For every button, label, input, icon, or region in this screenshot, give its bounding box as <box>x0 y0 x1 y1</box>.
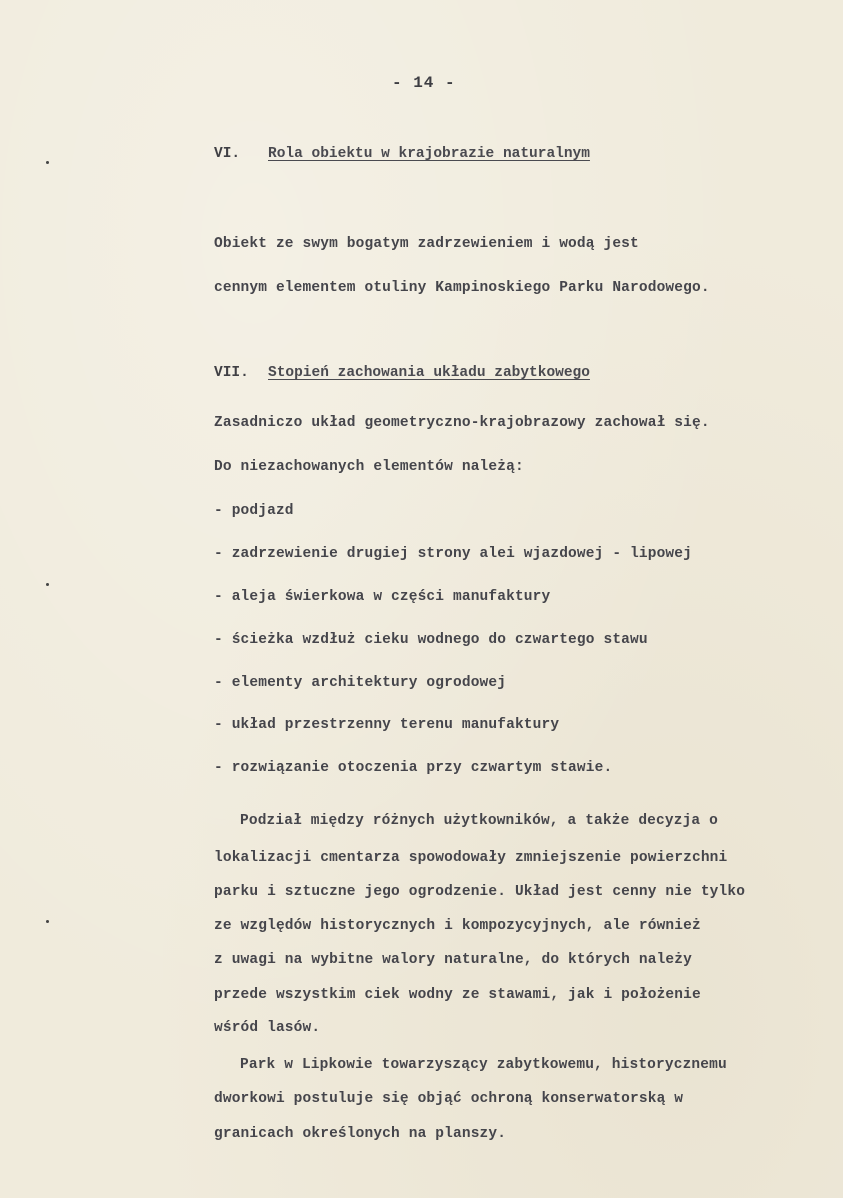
paragraph-line: Podział między różnych użytkowników, a także decyzja o <box>240 813 718 829</box>
section-vi-number: VI. <box>214 146 241 162</box>
section-vii-line: Do niezachowanych elementów należą: <box>214 459 524 475</box>
list-item: - rozwiązanie otoczenia przy czwartym stawie. <box>214 760 613 776</box>
section-vii-number: VII. <box>214 365 249 381</box>
section-vii-title: Stopień zachowania układu zabytkowego <box>268 365 590 381</box>
section-vi-line: Obiekt ze swym bogatym zadrzewieniem i wodą jest <box>214 236 639 252</box>
list-item: - podjazd <box>214 503 294 519</box>
paragraph-line: parku i sztuczne jego ogrodzenie. Układ jest cenny nie tylko <box>214 884 746 900</box>
page-number: - 14 - <box>392 74 456 92</box>
margin-mark <box>46 583 49 586</box>
paragraph-line: granicach określonych na planszy. <box>214 1126 507 1142</box>
paragraph-line: z uwagi na wybitne walory naturalne, do których należy <box>214 952 692 968</box>
paragraph-line: Park w Lipkowie towarzyszący zabytkowemu, historycznemu <box>240 1057 727 1073</box>
section-vi-title: Rola obiektu w krajobrazie naturalnym <box>268 146 590 162</box>
list-item: - układ przestrzenny terenu manufaktury <box>214 717 560 733</box>
paragraph-line: lokalizacji cmentarza spowodowały zmniejszenie powierzchni <box>214 850 728 866</box>
section-vii-line: Zasadniczo układ geometryczno-krajobrazowy zachował się. <box>214 415 710 431</box>
list-item: - ścieżka wzdłuż cieku wodnego do czwartego stawu <box>214 632 648 648</box>
margin-mark <box>46 161 49 164</box>
margin-mark <box>46 920 49 923</box>
section-vi-line: cennym elementem otuliny Kampinoskiego Parku Narodowego. <box>214 280 710 296</box>
paragraph-line: dworkowi postuluje się objąć ochroną konserwatorską w <box>214 1091 684 1107</box>
paragraph-line: przede wszystkim ciek wodny ze stawami, jak i położenie <box>214 987 701 1003</box>
list-item: - zadrzewienie drugiej strony alei wjazdowej - lipowej <box>214 546 692 562</box>
list-item: - aleja świerkowa w części manufaktury <box>214 589 551 605</box>
paragraph-line: wśród lasów. <box>214 1020 321 1036</box>
list-item: - elementy architektury ogrodowej <box>214 675 507 691</box>
paragraph-line: ze względów historycznych i kompozycyjnych, ale również <box>214 918 701 934</box>
